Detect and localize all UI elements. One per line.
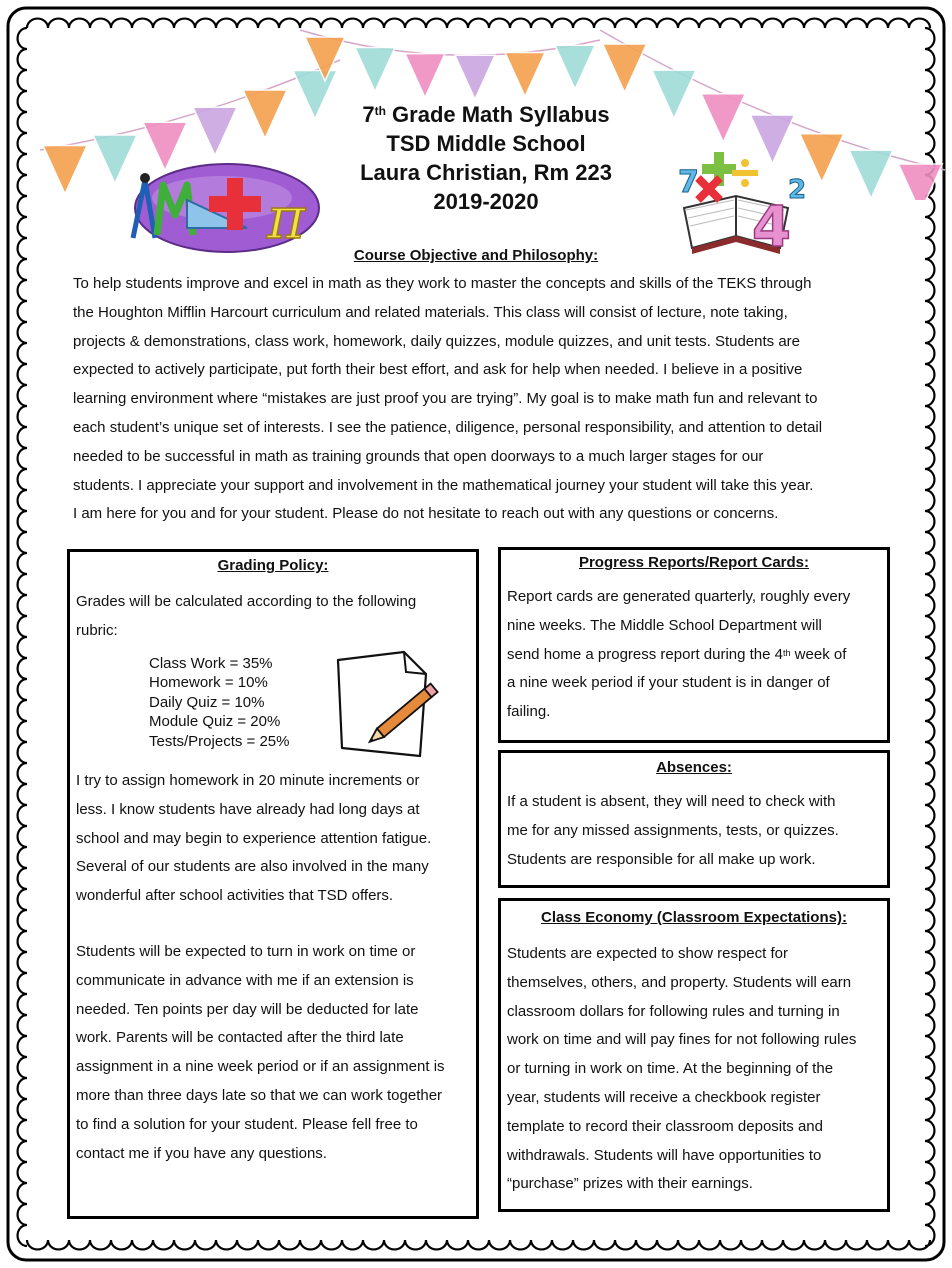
grading-para-line: assignment in a nine week period or if an assignment is: [76, 1058, 445, 1076]
grading-para-line: more than three days late so that we can work together: [76, 1087, 443, 1105]
progress-reports-box: [498, 547, 890, 743]
objective-line: To help students improve and excel in math as they work to master the concepts and skills of the TEKS through: [73, 275, 812, 292]
progress-line: failing.: [507, 703, 551, 721]
absences-line: Students are responsible for all make up work.: [507, 850, 816, 868]
absences-line: If a student is absent, they will need to check with: [507, 793, 836, 810]
title-text: Grade Math Syllabus: [392, 102, 610, 127]
absences-heading: Absences:: [656, 759, 732, 776]
objective-line: needed to be successful in math as training grounds that open doorways to a much larger stages for our: [73, 447, 764, 465]
progress-line-part: send home a progress report during the 4: [507, 645, 783, 663]
progress-line: nine weeks. The Middle School Department will: [507, 616, 822, 634]
rubric-item: Tests/Projects = 25%: [149, 732, 290, 750]
objective-line: I am here for you and for your student. Please do not hesitate to reach out with any questions or concerns.: [73, 505, 779, 523]
economy-line: themselves, others, and property. Students will earn: [507, 973, 852, 991]
progress-line-part: week of: [790, 645, 847, 663]
economy-line: or turning in work on time. At the beginning of the: [507, 1060, 834, 1078]
svg-text:7: 7: [678, 165, 699, 200]
economy-line: work on time and will pay fines for not following rules: [507, 1031, 857, 1049]
objective-line: each student’s unique set of interests. I see the patience, diligence, personal responsibility, and attention to detail: [73, 418, 823, 436]
grading-para-late-work: [70, 938, 476, 1168]
grading-para-line: Students will be expected to turn in work on time or: [76, 943, 416, 961]
economy-line: Students are expected to show respect for: [507, 945, 788, 962]
math-book-icon: [676, 148, 811, 258]
progress-heading: Progress Reports/Report Cards:: [578, 554, 810, 571]
grading-para-line: needed. Ten points per day will be deducted for late: [76, 1000, 419, 1018]
grade-number: 7: [362, 102, 375, 127]
grading-intro-line: Grades will be calculated according to the following: [76, 593, 417, 610]
economy-line: classroom dollars for following rules and turning in: [507, 1002, 840, 1020]
progress-line-sup: th: [783, 647, 791, 658]
objective-line: expected to actively participate, put forth their best effort, and ask for help when needed. I believe in a positive: [73, 361, 803, 379]
economy-text: [501, 940, 887, 1199]
economy-line: “purchase” prizes with their earnings.: [507, 1175, 753, 1193]
svg-text:2: 2: [788, 175, 807, 205]
progress-line: a nine week period if your student is in danger of: [507, 674, 830, 692]
absences-text: [501, 788, 887, 874]
svg-text:4: 4: [752, 195, 791, 258]
rubric-item: Daily Quiz = 10%: [149, 693, 265, 711]
objective-heading: Course Objective and Philosophy:: [353, 247, 599, 264]
economy-heading: Class Economy (Classroom Expectations):: [541, 909, 847, 926]
svg-text:π: π: [267, 184, 306, 252]
paper-pencil-icon: [332, 648, 447, 763]
grading-para-line: to find a solution for your student. Please fell free to: [76, 1115, 418, 1133]
absences-line: me for any missed assignments, tests, or quizzes.: [507, 821, 839, 839]
progress-line: Report cards are generated quarterly, roughly every: [507, 588, 851, 605]
grading-para-homework: [70, 767, 476, 911]
class-economy-box: [498, 898, 890, 1212]
objective-line: learning environment where “mistakes are just proof you are trying”. My goal is to make math fun and relevant to: [73, 390, 818, 408]
grading-policy-box: [67, 549, 479, 1219]
grading-para-line: Several of our students are also involved in the many: [76, 858, 429, 876]
absences-box: [498, 750, 890, 888]
grading-para-line: school and may begin to experience attention fatigue.: [76, 829, 432, 847]
syllabus-title: [300, 100, 672, 216]
rubric-item: Class Work = 35%: [149, 654, 273, 672]
progress-text: [501, 583, 887, 727]
grading-heading: Grading Policy:: [217, 557, 329, 574]
school-name: TSD Middle School: [386, 131, 586, 156]
economy-line: withdrawals. Students will have opportunities to: [507, 1146, 822, 1164]
objective-line: the Houghton Mifflin Harcourt curriculum and related materials. This class will consist of lecture, note taking,: [73, 303, 788, 321]
math-tools-pi-icon: [127, 160, 322, 255]
grading-para-line: less. I know students have already had long days at: [76, 800, 420, 818]
economy-line: template to record their classroom deposits and: [507, 1117, 823, 1135]
economy-line: year, students will receive a checkbook register: [507, 1088, 821, 1106]
grading-para-line: I try to assign homework in 20 minute increments or: [76, 772, 420, 790]
grading-intro: [70, 588, 476, 646]
grading-para-line: communicate in advance with me if an extension is: [76, 971, 414, 989]
objective-line: projects & demonstrations, class work, homework, daily quizzes, module quizzes, and unit tests. Students are: [73, 332, 801, 350]
objective-line: students. I appreciate your support and involvement in the mathematical journey your student will take this year.: [73, 476, 814, 494]
grading-intro-line: rubric:: [76, 621, 118, 639]
teacher-name: Laura Christian, Rm 223: [360, 160, 612, 185]
grade-suffix: th: [374, 104, 386, 118]
school-year: 2019-2020: [433, 189, 539, 214]
grading-para-line: work. Parents will be contacted after the third late: [76, 1029, 404, 1047]
title-line: [300, 100, 672, 129]
rubric-item: Homework = 10%: [149, 674, 268, 692]
progress-line: [507, 641, 887, 670]
objective-text: [73, 270, 893, 529]
grading-para-line: wonderful after school activities that TSD offers.: [76, 887, 394, 905]
grading-para-line: contact me if you have any questions.: [76, 1144, 327, 1162]
rubric-item: Module Quiz = 20%: [149, 713, 281, 731]
